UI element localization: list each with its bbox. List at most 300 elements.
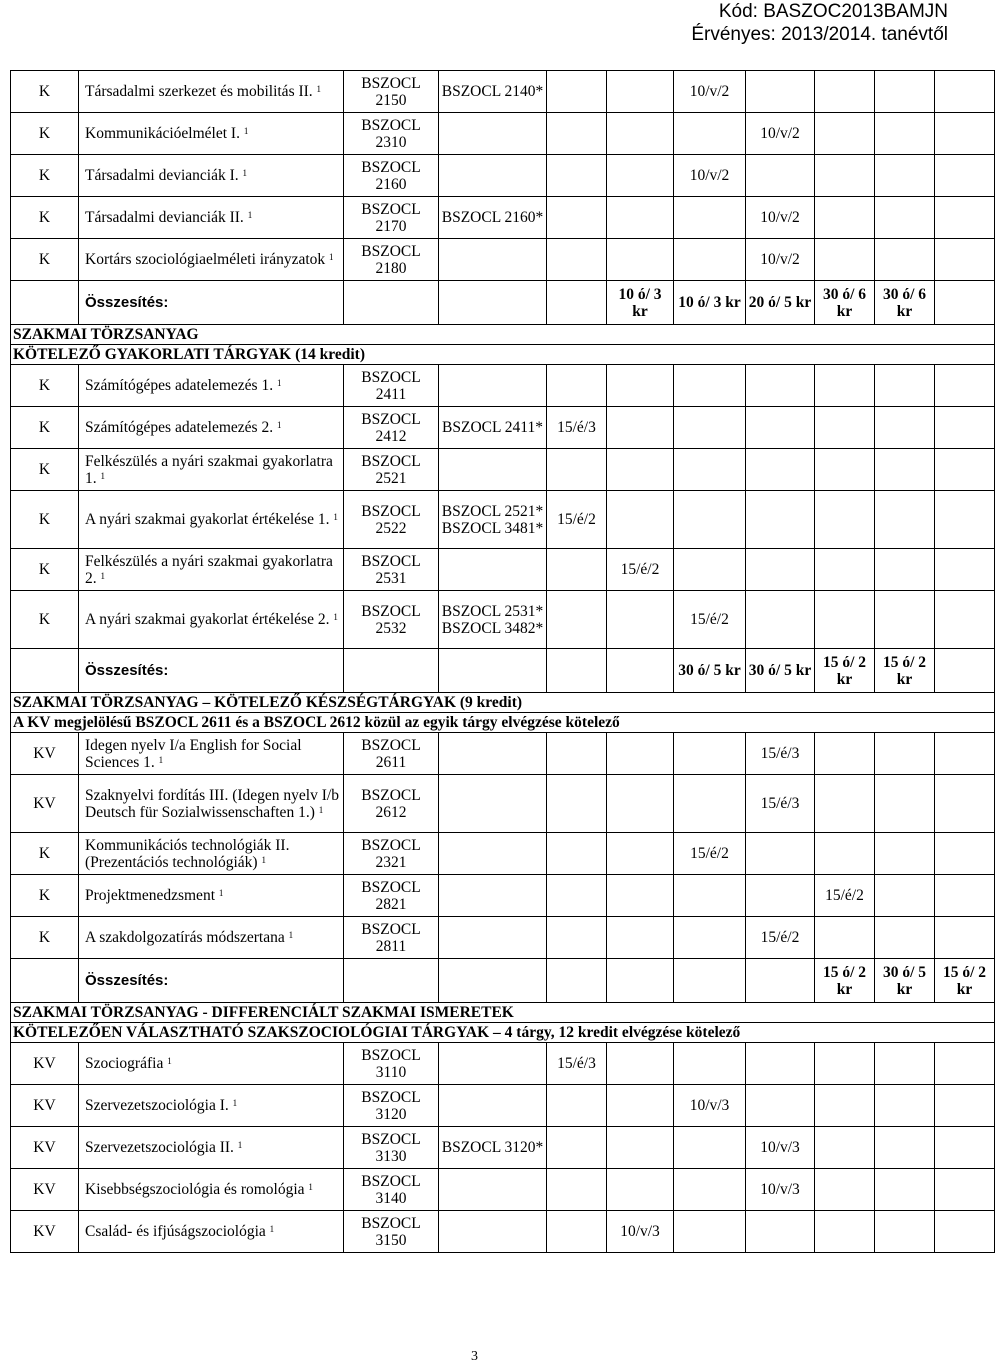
course-code: BSZOCL 2412 [344,407,439,449]
course-name-text: Kisebbségszociológia és romológia [85,1181,305,1198]
semester-cell [815,1211,875,1253]
footnote-marker: 1 [100,470,105,481]
semester-cell [674,1043,746,1085]
summary-blank [439,959,547,1003]
course-name [79,1211,344,1253]
semester-cell [607,407,674,449]
course-name [79,1127,344,1169]
semester-cell [746,155,815,197]
course-code: BSZOCL 2170 [344,197,439,239]
semester-cell: 15/é/2 [607,549,674,591]
footnote-marker: 1 [276,378,282,388]
course-code: BSZOCL 2532 [344,591,439,649]
prerequisite [439,113,547,155]
semester-cell [875,917,935,959]
summary-row [11,959,995,1003]
semester-cell [935,875,995,917]
course-type: KV [11,1043,79,1085]
semester-cell [607,155,674,197]
course-type: K [11,71,79,113]
course-name-text: A nyári szakmai gyakorlat értékelése 1. [85,511,330,528]
semester-cell [875,113,935,155]
semester-cell [547,365,607,407]
semester-cell [674,917,746,959]
course-code: BSZOCL 2150 [344,71,439,113]
section-heading: SZAKMAI TÖRZSANYAG [11,325,995,345]
semester-cell: 10/v/2 [746,197,815,239]
semester-cell [875,1169,935,1211]
semester-cell [875,549,935,591]
semester-cell [815,71,875,113]
footnote-marker: 1 [242,168,248,178]
summary-total [674,959,746,1003]
summary-total: 30 ó/ 5 kr [746,649,815,693]
semester-cell [547,113,607,155]
curriculum-table [10,70,995,1253]
semester-cell [746,1085,815,1127]
section-heading: SZAKMAI TÖRZSANYAG – KÖTELEZŐ KÉSZSÉGTÁRGYAK (9 kredit) [11,693,995,713]
semester-cell [746,71,815,113]
semester-cell [607,1085,674,1127]
course-name [79,775,344,833]
semester-cell [815,775,875,833]
prerequisite: BSZOCL 2411* [439,407,547,449]
semester-cell [547,71,607,113]
footnote-marker: 1 [276,420,282,430]
course-type: K [11,113,79,155]
course-name [79,71,344,113]
semester-cell [547,239,607,281]
course-name [79,113,344,155]
semester-cell [935,549,995,591]
semester-cell [547,733,607,775]
section-heading: SZAKMAI TÖRZSANYAG - DIFFERENCIÁLT SZAKMAI ISMERETEK [11,1003,995,1023]
course-code: BSZOCL 3130 [344,1127,439,1169]
semester-cell [815,1127,875,1169]
semester-cell [674,239,746,281]
summary-total: 30 ó/ 5 kr [875,959,935,1003]
course-type: K [11,449,79,491]
semester-cell [547,1085,607,1127]
semester-cell [875,591,935,649]
semester-cell [674,875,746,917]
course-row [11,733,995,775]
semester-cell: 10/v/2 [746,239,815,281]
footnote-marker: 1 [218,888,224,898]
semester-cell [875,449,935,491]
semester-cell [607,775,674,833]
semester-cell [746,407,815,449]
semester-cell [746,449,815,491]
section-heading-row [11,345,995,365]
summary-total [547,649,607,693]
course-row [11,833,995,875]
semester-cell [875,365,935,407]
footnote-marker: 1 [100,570,105,581]
semester-cell [607,365,674,407]
course-name [79,239,344,281]
semester-cell [815,113,875,155]
summary-label: Összesítés: [79,281,344,325]
course-type: K [11,365,79,407]
semester-cell [547,833,607,875]
semester-cell [607,591,674,649]
section-heading: KÖTELEZŐ GYAKORLATI TÁRGYAK (14 kredit) [11,345,995,365]
semester-cell [607,875,674,917]
semester-cell [547,1169,607,1211]
course-code: BSZOCL 2811 [344,917,439,959]
course-type: KV [11,1169,79,1211]
footnote-marker: 1 [329,252,334,262]
course-code: BSZOCL 2531 [344,549,439,591]
semester-cell [547,549,607,591]
semester-cell: 15/é/2 [815,875,875,917]
semester-cell [746,1211,815,1253]
semester-cell [875,155,935,197]
course-row [11,775,995,833]
course-code: BSZOCL 2321 [344,833,439,875]
semester-cell [607,197,674,239]
course-row [11,917,995,959]
semester-cell [815,591,875,649]
section-heading-row [11,693,995,713]
semester-cell [935,365,995,407]
prerequisite [439,1211,547,1253]
course-name-text: Család- és ifjúságszociológia [85,1223,266,1240]
course-name-text: A nyári szakmai gyakorlat értékelése 2. [85,611,330,628]
semester-cell [607,1169,674,1211]
footnote-marker: 1 [158,754,164,765]
course-row [11,407,995,449]
course-row [11,239,995,281]
semester-cell [674,733,746,775]
semester-cell [935,733,995,775]
course-name-text: Szaknyelvi fordítás III. (Idegen nyelv I/b Deutsch für Sozialwissenschaften 1.) [85,786,339,821]
course-name-text: A szakdolgozatírás módszertana [85,929,285,946]
section-heading: A KV megjelölésű BSZOCL 2611 és a BSZOCL 2612 közül az egyik tárgy elvégzése kötelező [11,713,995,733]
semester-cell [935,113,995,155]
course-type: K [11,875,79,917]
summary-label: Összesítés: [79,959,344,1003]
semester-cell [607,239,674,281]
course-row [11,155,995,197]
course-name [79,1169,344,1211]
course-type: K [11,491,79,549]
semester-cell [547,449,607,491]
semester-cell [607,1043,674,1085]
course-name [79,197,344,239]
semester-cell [935,1211,995,1253]
semester-cell [547,197,607,239]
semester-cell [875,1211,935,1253]
semester-cell [547,1127,607,1169]
course-code: BSZOCL 2310 [344,113,439,155]
course-row [11,491,995,549]
semester-cell [674,1127,746,1169]
semester-cell [875,733,935,775]
semester-cell [815,917,875,959]
semester-cell: 10/v/3 [674,1085,746,1127]
semester-cell [875,1043,935,1085]
semester-cell [815,1043,875,1085]
course-code: BSZOCL 2411 [344,365,439,407]
summary-blank [11,959,79,1003]
course-code: BSZOCL 2522 [344,491,439,549]
course-name [79,365,344,407]
course-row [11,1211,995,1253]
course-name-text: Szociográfia [85,1055,164,1072]
semester-cell [935,155,995,197]
semester-cell [875,407,935,449]
semester-cell [935,1169,995,1211]
summary-blank [344,649,439,693]
semester-cell [674,775,746,833]
summary-row [11,281,995,325]
footnote-marker: 1 [243,126,249,136]
prerequisite [439,875,547,917]
course-type: K [11,591,79,649]
course-type: K [11,197,79,239]
course-type: KV [11,1211,79,1253]
summary-blank [439,281,547,325]
summary-total: 30 ó/ 5 kr [674,649,746,693]
semester-cell [935,449,995,491]
course-code: BSZOCL 3150 [344,1211,439,1253]
semester-cell [746,591,815,649]
semester-cell [875,491,935,549]
summary-total: 10 ó/ 3 kr [674,281,746,325]
semester-cell [607,733,674,775]
summary-blank [11,281,79,325]
footnote-marker: 1 [269,1224,275,1234]
semester-cell: 15/é/3 [746,733,815,775]
course-name-text: Számítógépes adatelemezés 1. [85,377,274,394]
semester-cell [547,1211,607,1253]
semester-cell [815,1085,875,1127]
summary-blank [439,649,547,693]
course-name-text: Kortárs szociológiaelméleti irányzatok [85,251,326,268]
footnote-marker: 1 [333,612,338,622]
semester-cell [607,113,674,155]
semester-cell [875,239,935,281]
summary-total [547,281,607,325]
prerequisite [439,733,547,775]
semester-cell [746,549,815,591]
course-row [11,1127,995,1169]
semester-cell: 15/é/2 [746,917,815,959]
course-code: BSZOCL 3120 [344,1085,439,1127]
course-name-text: Kommunikációs technológiák II. (Prezentációs technológiák) [85,836,290,871]
semester-cell [935,407,995,449]
semester-cell [815,1169,875,1211]
semester-cell [674,365,746,407]
course-type: KV [11,775,79,833]
semester-cell: 15/é/2 [547,491,607,549]
semester-cell [674,549,746,591]
course-name-text: Számítógépes adatelemezés 2. [85,419,274,436]
summary-total: 30 ó/ 6 kr [875,281,935,325]
footnote-marker: 1 [318,804,324,815]
summary-total: 20 ó/ 5 kr [746,281,815,325]
semester-cell: 10/v/2 [746,113,815,155]
semester-cell [607,1127,674,1169]
course-name [79,155,344,197]
prerequisite [439,1043,547,1085]
course-code: BSZOCL 2521 [344,449,439,491]
semester-cell [815,549,875,591]
semester-cell: 10/v/3 [746,1127,815,1169]
course-name-text: Kommunikációelmélet I. [85,125,240,142]
course-type: K [11,407,79,449]
summary-blank [344,281,439,325]
summary-blank [11,649,79,693]
section-heading-row [11,1023,995,1043]
semester-cell [674,113,746,155]
course-code: BSZOCL 2821 [344,875,439,917]
course-type: K [11,155,79,197]
semester-cell [935,491,995,549]
summary-total: 10 ó/ 3 kr [607,281,674,325]
footnote-marker: 1 [261,854,266,865]
prerequisite [439,239,547,281]
page-number: 3 [471,1349,478,1364]
footnote-marker: 1 [308,1182,313,1192]
summary-total [547,959,607,1003]
summary-total [935,281,995,325]
semester-cell [815,833,875,875]
course-code: BSZOCL 3110 [344,1043,439,1085]
course-type: K [11,833,79,875]
validity-note: Érvényes: 2013/2014. tanévtől [691,24,948,45]
summary-total [746,959,815,1003]
course-code: BSZOCL 2160 [344,155,439,197]
course-name [79,549,344,591]
semester-cell: 15/é/2 [674,833,746,875]
course-name-text: Szervezetszociológia I. [85,1097,229,1114]
course-name-text: Társadalmi devianciák I. [85,167,239,184]
semester-cell [746,875,815,917]
semester-cell [746,491,815,549]
semester-cell [875,71,935,113]
summary-blank [344,959,439,1003]
prerequisite [439,1169,547,1211]
course-name [79,733,344,775]
semester-cell [674,1169,746,1211]
semester-cell [607,917,674,959]
footnote-marker: 1 [247,210,253,220]
semester-cell [935,775,995,833]
section-heading-row [11,325,995,345]
course-code: BSZOCL 2180 [344,239,439,281]
course-type: K [11,549,79,591]
course-name [79,407,344,449]
semester-cell [547,591,607,649]
semester-cell [875,1127,935,1169]
semester-cell [815,365,875,407]
footnote-marker: 1 [316,84,322,94]
summary-total: 30 ó/ 6 kr [815,281,875,325]
summary-row [11,649,995,693]
summary-total: 15 ó/ 2 kr [815,959,875,1003]
semester-cell [875,875,935,917]
semester-cell [607,833,674,875]
semester-cell [547,775,607,833]
course-name [79,591,344,649]
course-name [79,449,344,491]
summary-total [935,649,995,693]
semester-cell: 10/v/2 [674,155,746,197]
course-row [11,1085,995,1127]
course-name [79,875,344,917]
footnote-marker: 1 [333,512,338,522]
course-code: BSZOCL 2611 [344,733,439,775]
prerequisite: BSZOCL 2531* BSZOCL 3482* [439,591,547,649]
course-row [11,449,995,491]
semester-cell [935,71,995,113]
course-code: BSZOCL 2612 [344,775,439,833]
course-type: KV [11,733,79,775]
course-name-text: Felkészülés a nyári szakmai gyakorlatra 2. [85,552,333,587]
footnote-marker: 1 [288,930,294,940]
course-name [79,917,344,959]
semester-cell [674,1211,746,1253]
semester-cell [935,917,995,959]
semester-cell: 10/v/2 [674,71,746,113]
prerequisite: BSZOCL 2140* [439,71,547,113]
summary-total: 15 ó/ 2 kr [875,649,935,693]
summary-total: 15 ó/ 2 kr [815,649,875,693]
course-type: K [11,239,79,281]
semester-cell: 15/é/3 [547,407,607,449]
course-name [79,833,344,875]
course-row [11,875,995,917]
semester-cell [815,733,875,775]
prerequisite [439,549,547,591]
course-row [11,1043,995,1085]
prerequisite [439,775,547,833]
section-heading-row [11,1003,995,1023]
course-row [11,365,995,407]
semester-cell [746,365,815,407]
prerequisite [439,917,547,959]
semester-cell [547,917,607,959]
semester-cell [674,407,746,449]
course-row [11,197,995,239]
semester-cell [815,155,875,197]
prerequisite: BSZOCL 2160* [439,197,547,239]
summary-label: Összesítés: [79,649,344,693]
semester-cell [607,449,674,491]
course-name [79,491,344,549]
footnote-marker: 1 [237,1140,243,1150]
semester-cell [674,491,746,549]
semester-cell: 10/v/3 [607,1211,674,1253]
prerequisite [439,155,547,197]
summary-total: 15 ó/ 2 kr [935,959,995,1003]
course-row [11,549,995,591]
course-name-text: Szervezetszociológia II. [85,1139,234,1156]
section-heading-row [11,713,995,733]
footnote-marker: 1 [232,1098,238,1108]
semester-cell [746,833,815,875]
course-name-text: Felkészülés a nyári szakmai gyakorlatra 1. [85,452,333,487]
course-name-text: Projektmenedzsment [85,887,215,904]
semester-cell [875,1085,935,1127]
prerequisite: BSZOCL 3120* [439,1127,547,1169]
semester-cell [935,833,995,875]
prerequisite [439,1085,547,1127]
prerequisite [439,833,547,875]
